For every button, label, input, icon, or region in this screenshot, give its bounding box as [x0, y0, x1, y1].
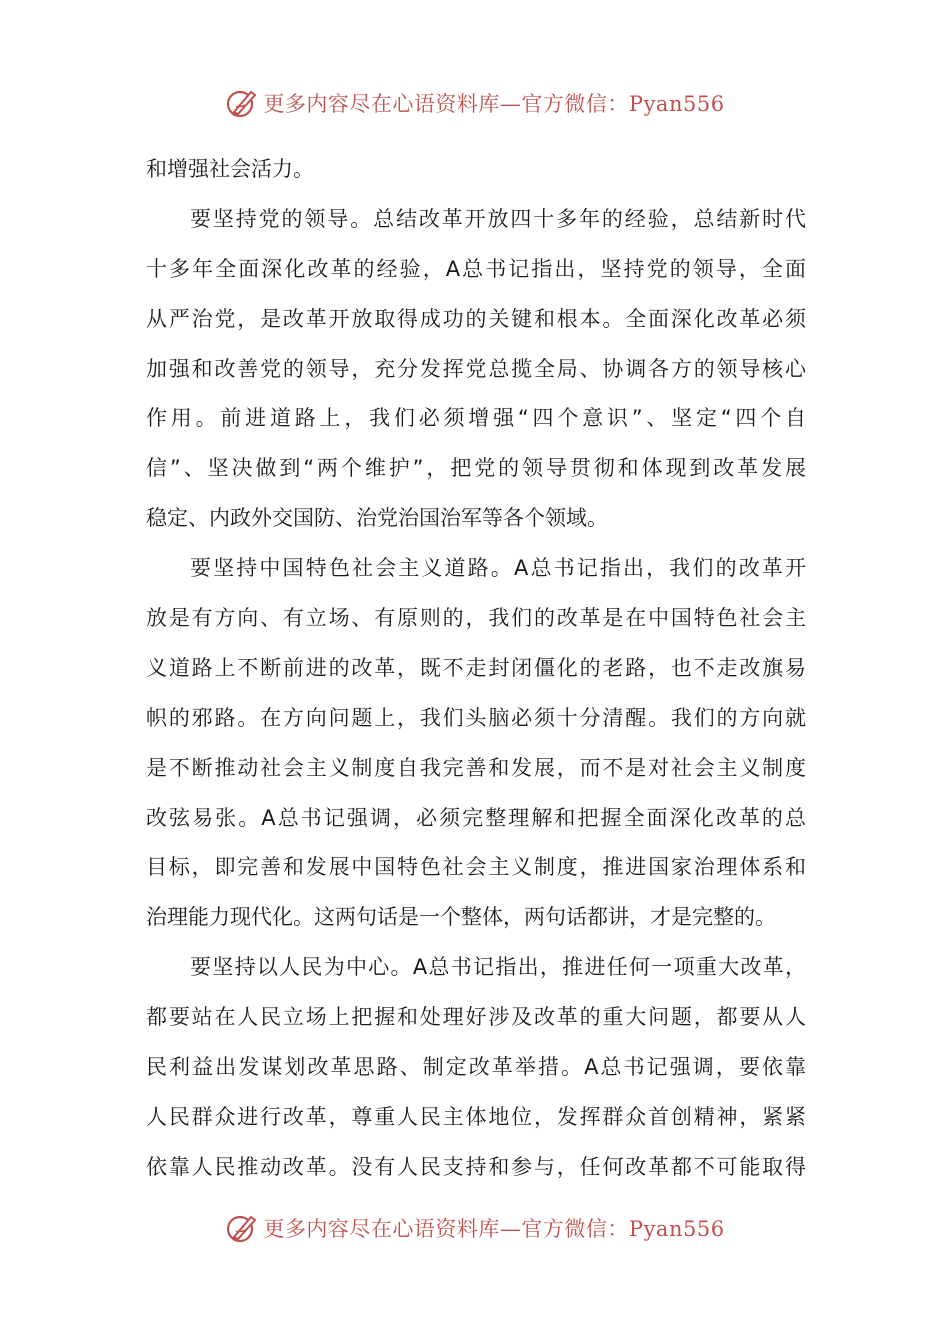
footer-banner	[0, 1208, 950, 1248]
body-line: 加强和改善党的领导，充分发挥党总揽全局、协调各方的领导核心	[146, 356, 806, 381]
header-banner	[0, 83, 950, 123]
pen-circle-logo-icon	[225, 1211, 259, 1245]
body-line: 信”、坚决做到“两个维护”，把党的领导贯彻和体现到改革发展	[146, 456, 806, 481]
body-line: 民利益出发谋划改革思路、制定改革举措。A总书记强调，要依靠	[146, 1055, 806, 1080]
header-banner-text: 更多内容尽在心语资料库—官方微信：Pyan556	[263, 92, 725, 116]
body-line: 治理能力现代化。这两句话是一个整体，两句话都讲，才是完整的。	[146, 905, 776, 930]
body-line: 是不断推动社会主义制度自我完善和发展，而不是对社会主义制度	[146, 755, 806, 780]
footer-banner-text: 更多内容尽在心语资料库—官方微信：Pyan556	[263, 1217, 725, 1241]
body-line: 目标，即完善和发展中国特色社会主义制度，推进国家治理体系和	[146, 855, 806, 880]
body-line: 作用。前进道路上，我们必须增强“四个意识”、坚定“四个自	[146, 406, 806, 431]
body-line: 十多年全面深化改革的经验，A总书记指出，坚持党的领导，全面	[146, 256, 806, 281]
body-line: 都要站在人民立场上把握和处理好涉及改革的重大问题，都要从人	[146, 1005, 806, 1030]
pen-circle-logo-icon	[225, 86, 259, 120]
body-line: 改弦易张。A总书记强调，必须完整理解和把握全面深化改革的总	[146, 805, 806, 830]
body-line: 要坚持中国特色社会主义道路。A总书记指出，我们的改革开	[190, 556, 806, 581]
body-line: 依靠人民推动改革。没有人民支持和参与，任何改革都不可能取得	[146, 1154, 806, 1179]
body-line: 要坚持以人民为中心。A总书记指出，推进任何一项重大改革，	[190, 955, 806, 980]
body-line: 从严治党，是改革开放取得成功的关键和根本。全面深化改革必须	[146, 306, 806, 331]
body-line: 义道路上不断前进的改革，既不走封闭僵化的老路，也不走改旗易	[146, 655, 806, 680]
body-line: 人民群众进行改革，尊重人民主体地位，发挥群众首创精神，紧紧	[146, 1104, 806, 1129]
body-line: 帜的邪路。在方向问题上，我们头脑必须十分清醒。我们的方向就	[146, 705, 806, 730]
body-line: 稳定、内政外交国防、治党治国治军等各个领域。	[146, 506, 608, 531]
body-line: 和增强社会活力。	[146, 157, 314, 181]
body-line: 要坚持党的领导。总结改革开放四十多年的经验，总结新时代	[190, 206, 806, 231]
body-line: 放是有方向、有立场、有原则的，我们的改革是在中国特色社会主	[146, 606, 806, 631]
document-body	[146, 145, 806, 1193]
